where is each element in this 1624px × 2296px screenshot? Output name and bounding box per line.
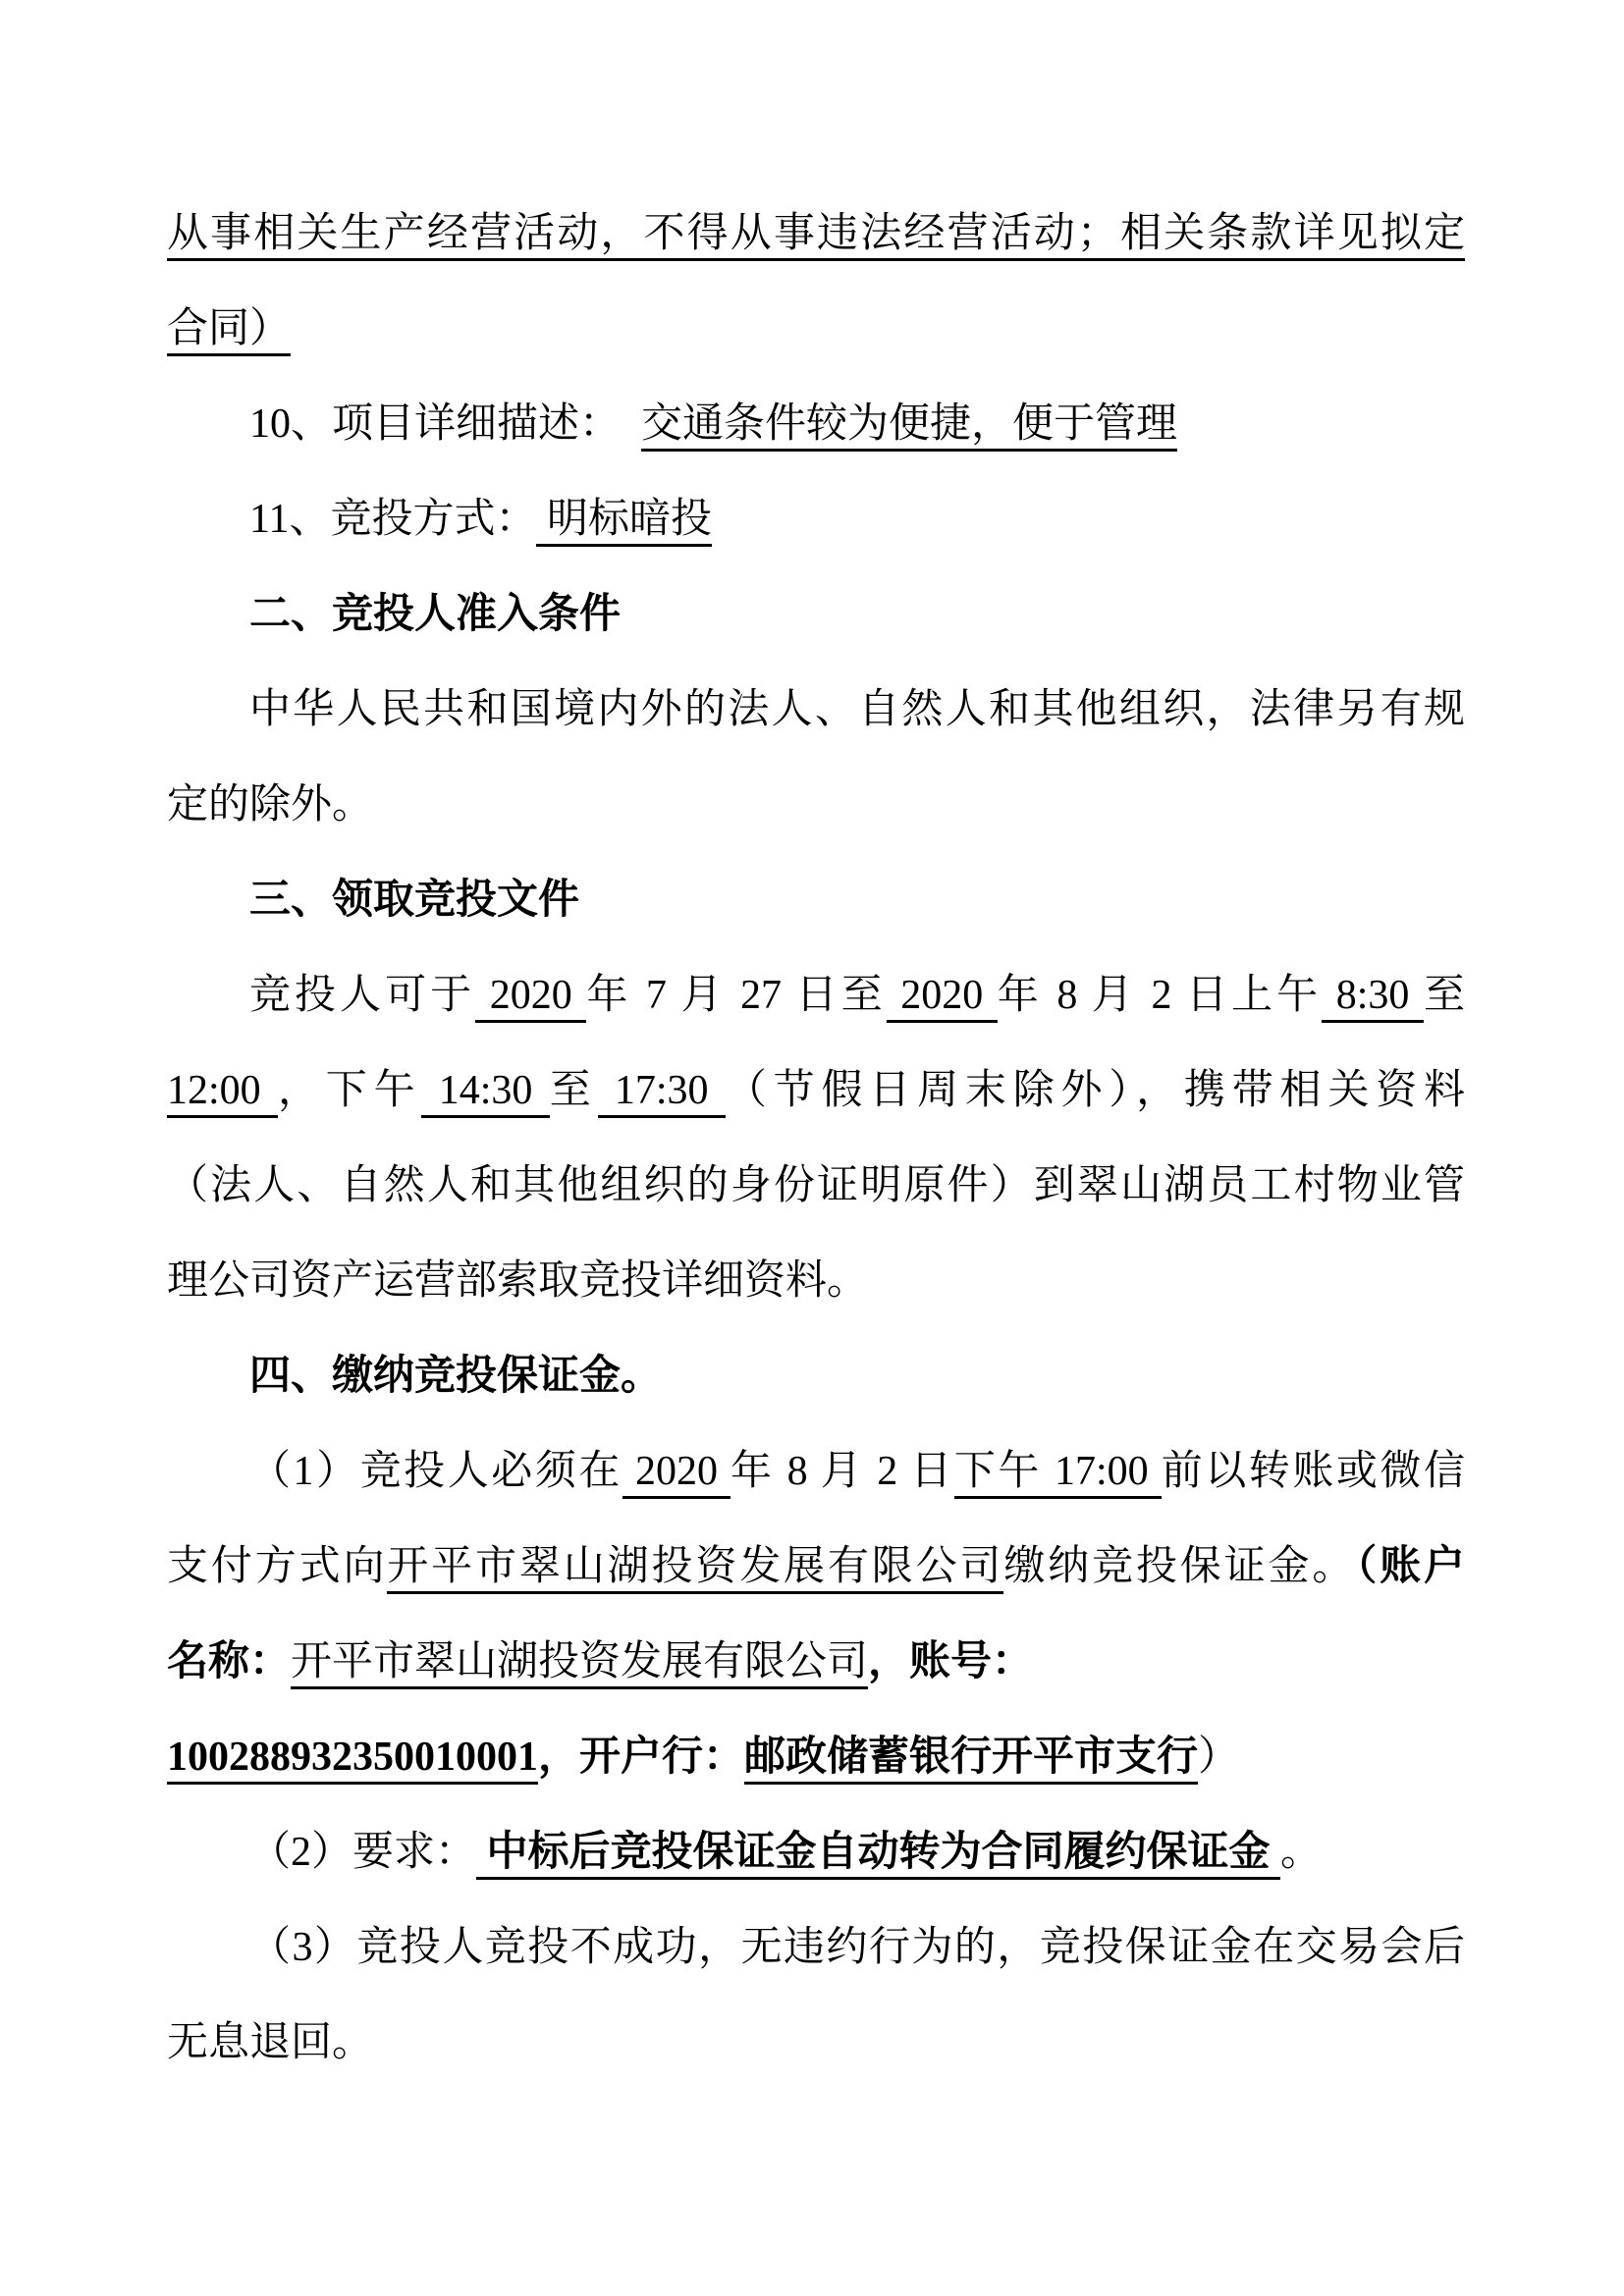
text-segment: 11、竞投方式： [249, 497, 537, 542]
text-segment: （账户 [1356, 1544, 1465, 1589]
text-segment: 下午 17:00 [954, 1449, 1162, 1499]
document-line [167, 282, 1465, 377]
text-segment: 缴纳竞投保证金。 [1003, 1544, 1357, 1589]
text-segment: 前以转账或微信 [1161, 1449, 1465, 1494]
text-segment: 。 [1280, 1830, 1323, 1875]
document-line [167, 1424, 1465, 1520]
text-segment: 开平市翠山湖投资发展有限公司 [387, 1544, 1003, 1594]
text-segment: （1）竞投人必须在 [249, 1449, 623, 1494]
document-line [167, 472, 1465, 567]
document-line [167, 1805, 1465, 1900]
text-segment: 至 [1423, 973, 1465, 1018]
text-segment: 8:30 [1322, 973, 1424, 1023]
text-segment: 14:30 [421, 1068, 549, 1118]
text-segment: 支付方式向 [167, 1544, 388, 1589]
text-segment: ） [1198, 1735, 1240, 1780]
text-segment: （3）竞投人竞投不成功，无违约行为的，竞投保证金在交易会后 [249, 1925, 1465, 1970]
document-content [167, 187, 1465, 2091]
document-line [167, 567, 1465, 663]
text-segment: （2）要求： [249, 1830, 477, 1875]
text-segment: 交通条件较为便捷，便于管理 [641, 401, 1177, 452]
document-line [167, 1710, 1465, 1805]
document-line [167, 1234, 1465, 1329]
text-segment: （节假日周末除外），携带相关资料 [725, 1068, 1465, 1113]
text-segment: 中华人民共和国境内外的法人、自然人和其他组织，法律另有规 [249, 687, 1465, 732]
text-segment: 四、缴纳竞投保证金。 [249, 1354, 663, 1399]
text-segment: 100288932350010001 [167, 1735, 538, 1785]
document-line [167, 1043, 1465, 1139]
text-segment: 开平市翠山湖投资发展有限公司 [291, 1639, 868, 1689]
document-line [167, 1329, 1465, 1424]
text-segment: 二、竞投人准入条件 [249, 592, 622, 637]
document-line [167, 1139, 1465, 1234]
text-segment: 三、领取竞投文件 [249, 878, 580, 923]
text-segment: 名称： [167, 1639, 292, 1684]
document-line [167, 377, 1465, 472]
document-line [167, 758, 1465, 853]
document-line [167, 853, 1465, 948]
text-segment: 17:30 [598, 1068, 726, 1118]
text-segment: 竞投人可于 [249, 973, 476, 1018]
text-segment: 无息退回。 [167, 2020, 374, 2065]
document-line [167, 1520, 1465, 1615]
text-segment: ，下午 [277, 1068, 422, 1113]
document-line [167, 1996, 1465, 2091]
text-segment: 中标后竞投保证金自动转为合同履约保证金 [476, 1830, 1280, 1880]
text-segment: 年 8 月 2 日 [731, 1449, 954, 1494]
document-line [167, 948, 1465, 1043]
text-segment: 年 8 月 2 日上午 [997, 973, 1323, 1018]
text-segment: 至 [549, 1068, 598, 1113]
text-segment: 定的除外。 [167, 782, 374, 828]
text-segment: （法人、自然人和其他组织的身份证明原件）到翠山湖员工村物业管 [167, 1163, 1465, 1208]
text-segment: 明标暗投 [536, 497, 712, 547]
text-segment: 2020 [475, 973, 586, 1023]
text-segment: 12:00 [167, 1068, 278, 1118]
text-segment: 10、项目详细描述： [249, 401, 642, 447]
document-line [167, 187, 1465, 282]
text-segment: 理公司资产运营部索取竞投详细资料。 [167, 1258, 869, 1304]
text-segment: ，账号： [868, 1639, 1034, 1684]
document-line [167, 1900, 1465, 1996]
text-segment: 从事相关生产经营活动，不得从事违法经营活动；相关条款详见拟定 [167, 211, 1465, 261]
text-segment: 2020 [887, 973, 998, 1023]
document-line [167, 1615, 1465, 1710]
text-segment: 邮政储蓄银行开平市支行 [744, 1735, 1198, 1785]
text-segment: 年 7 月 27 日至 [586, 973, 887, 1018]
document-line [167, 663, 1465, 758]
text-segment: 合同） [167, 306, 291, 356]
text-segment: 2020 [623, 1449, 731, 1499]
text-segment: ，开户行： [538, 1735, 745, 1780]
